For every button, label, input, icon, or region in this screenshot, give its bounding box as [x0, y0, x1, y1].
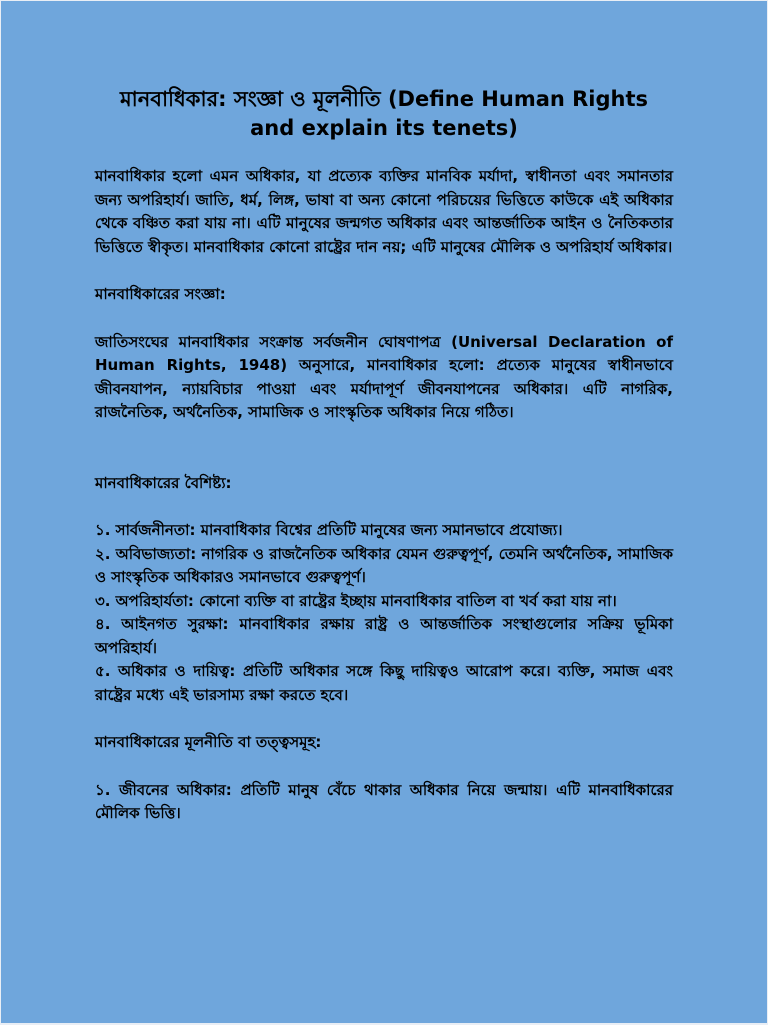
feature-item: ৩. অপরিহার্যতা: কোনো ব্যক্তি বা রাষ্ট্রের ইচ্ছায় মানবাধিকার বাতিল বা খর্ব করা যায় না। [95, 591, 617, 610]
spacer [95, 755, 673, 779]
features-heading: মানবাধিকারের বৈশিষ্ট্য: [95, 473, 232, 492]
intro-paragraph: মানবাধিকার হলো এমন অধিকার, যা প্রত্যেক ব্যক্তির মানবিক মর্যাদা, স্বাধীনতা এবং সমানতার জন্য অপরিহার্য। জাতি, ধর্ম, লিঙ্গ, ভাষা বা অন্য কোনো পরিচয়ের ভিত্তিতে কাউকে এই অধিকার থেকে বঞ্চিত করা যায় না। এটি মানুষের জন্মগত অধিকার এবং আন্তর্জাতিক আইন ও নৈতিকতার ভিত্তিতে স্বীকৃত। মানবাধিকার কোনো রাষ্ট্রের দান নয়; এটি মানুষের মৌলিক ও অপরিহার্য অধিকার। [95, 167, 673, 256]
definition-paragraph: জাতিসংঘের মানবাধিকার সংক্রান্ত সর্বজনীন ঘোষণাপত্র (Universal Declaration of Human Rights, 1948) অনুসারে, মানবাধিকার হলো: প্রত্যেক মানুষের স্বাধীনভাবে জীবনযাপন, ন্যায়বিচার পাওয়া এবং মর্যাদাপূর্ণ জীবনযাপনের অধিকার। এটি নাগরিক, রাজনৈতিক, অর্থনৈতিক, সামাজিক ও সাংস্কৃতিক অধিকার নিয়ে গঠিত। [95, 332, 673, 421]
spacer [95, 707, 673, 731]
document-title: মানবাধিকার: সংজ্ঞা ও মূলনীতি (Define Human Rights and explain its tenets) [119, 87, 649, 140]
feature-item: ৪. আইনগত সুরক্ষা: মানবাধিকার রক্ষায় রাষ্ট্র ও আন্তর্জাতিক সংস্থাগুলোর সক্রিয় ভূমিকা অপরিহার্য। [95, 615, 673, 657]
principles-list [95, 779, 673, 826]
feature-item: ৫. অধিকার ও দায়িত্ব: প্রতিটি অধিকার সঙ্গে কিছু দায়িত্বও আরোপ করে। ব্যক্তি, সমাজ এবং রাষ্ট্রের মধ্যে এই ভারসাম্য রক্ষা করতে হবে। [95, 662, 673, 704]
document-page [1, 1, 767, 1023]
spacer [95, 425, 673, 472]
feature-item: ২. অবিভাজ্যতা: নাগরিক ও রাজনৈতিক অধিকার যেমন গুরুত্বপূর্ণ, তেমনি অর্থনৈতিক, সামাজিক ও সাংস্কৃতিক অধিকারও সমানভাবে গুরুত্বপূর্ণ। [95, 544, 673, 586]
definition-heading: মানবাধিকারের সংজ্ঞা: [95, 285, 226, 303]
spacer [95, 307, 673, 331]
feature-item: ১. সার্বজনীনতা: মানবাধিকার বিশ্বের প্রতিটি মানুষের জন্য সমানভাবে প্রযোজ্য। [95, 521, 563, 539]
principles-heading: মানবাধিকারের মূলনীতি বা তত্ত্বসমূহ: [95, 733, 322, 751]
principle-item: ১. জীবনের অধিকার: প্রতিটি মানুষ বেঁচে থাকার অধিকার নিয়ে জন্মায়। এটি মানবাধিকারের মৌলিক ভিত্তি। [95, 780, 673, 822]
spacer [95, 495, 673, 519]
spacer [95, 259, 673, 283]
features-list [95, 519, 673, 707]
